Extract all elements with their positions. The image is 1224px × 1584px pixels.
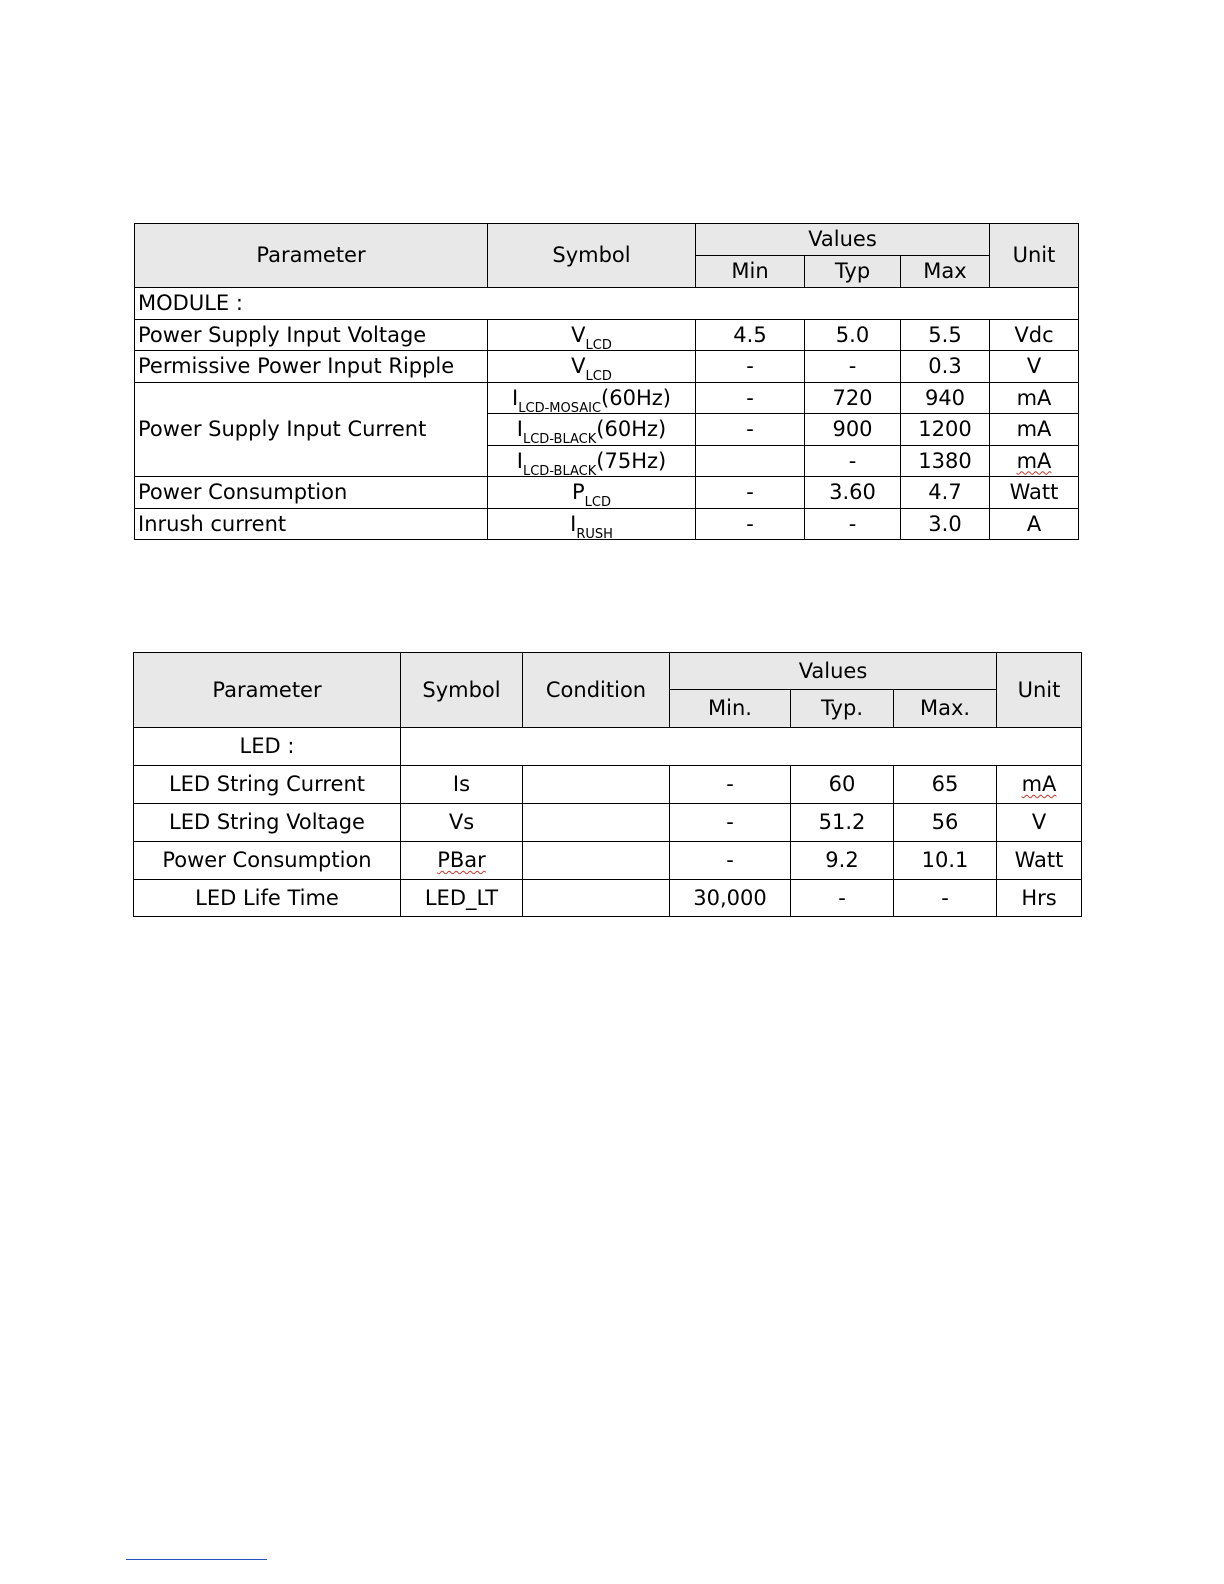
symbol-cell: Vs — [401, 804, 523, 842]
header-typ: Typ. — [791, 690, 894, 728]
header-unit: Unit — [990, 224, 1079, 288]
min-cell: 4.5 — [696, 320, 805, 351]
symbol-cell: PBar — [401, 842, 523, 880]
max-cell: 1380 — [901, 446, 990, 477]
header-values: Values — [696, 224, 990, 256]
header-max: Max — [901, 256, 990, 288]
condition-cell — [523, 880, 670, 917]
header-typ: Typ — [805, 256, 901, 288]
param-cell: Power Supply Input Voltage — [135, 320, 488, 351]
min-cell: - — [670, 766, 791, 804]
max-cell: 65 — [894, 766, 997, 804]
symbol-cell: $V_{LCD}$ — [488, 351, 696, 383]
header-values: Values — [670, 653, 997, 690]
max-cell: 56 — [894, 804, 997, 842]
min-cell: - — [670, 842, 791, 880]
header-parameter: Parameter — [135, 224, 488, 288]
param-cell: Power Consumption — [135, 477, 488, 509]
condition-cell — [523, 766, 670, 804]
header-parameter: Parameter — [134, 653, 401, 728]
param-cell: LED Life Time — [134, 880, 401, 917]
min-cell: - — [696, 383, 805, 414]
table-row — [134, 880, 1082, 917]
symbol-cell: $I_{RUSH}$ — [488, 509, 696, 540]
unit-cell: Watt — [997, 842, 1082, 880]
min-cell — [696, 446, 805, 477]
symbol-cell: $I_{LCD-BLACK}(75Hz)$ — [488, 446, 696, 477]
param-cell: Permissive Power Input Ripple — [135, 351, 488, 383]
table-row — [135, 509, 1079, 540]
symbol-cell: $I_{LCD-BLACK}(60Hz)$ — [488, 414, 696, 446]
table-row — [134, 766, 1082, 804]
min-cell: - — [670, 804, 791, 842]
typ-cell: 60 — [791, 766, 894, 804]
module-electrical-table — [134, 223, 1079, 540]
unit-cell: V — [997, 804, 1082, 842]
header-unit: Unit — [997, 653, 1082, 728]
unit-cell: mA — [990, 414, 1079, 446]
typ-cell: - — [791, 880, 894, 917]
param-cell: Power Supply Input Current — [135, 383, 488, 477]
unit-cell: Watt — [990, 477, 1079, 509]
max-cell: 5.5 — [901, 320, 990, 351]
header-condition: Condition — [523, 653, 670, 728]
max-cell: 1200 — [901, 414, 990, 446]
table-row — [135, 320, 1079, 351]
condition-cell — [523, 804, 670, 842]
typ-cell: - — [805, 509, 901, 540]
symbol-cell: LED_LT — [401, 880, 523, 917]
typ-cell: 3.60 — [805, 477, 901, 509]
typ-cell: 900 — [805, 414, 901, 446]
unit-cell: V — [990, 351, 1079, 383]
table-row — [134, 804, 1082, 842]
min-cell: - — [696, 509, 805, 540]
header-min: Min. — [670, 690, 791, 728]
max-cell: - — [894, 880, 997, 917]
header-symbol: Symbol — [488, 224, 696, 288]
min-cell: - — [696, 351, 805, 383]
unit-cell: mA — [990, 383, 1079, 414]
table-row — [135, 351, 1079, 383]
header-min: Min — [696, 256, 805, 288]
max-cell: 940 — [901, 383, 990, 414]
symbol-cell: Is — [401, 766, 523, 804]
section-label-module: MODULE : — [135, 288, 1079, 320]
typ-cell: 5.0 — [805, 320, 901, 351]
symbol-cell: $I_{LCD-MOSAIC}(60Hz)$ — [488, 383, 696, 414]
table-row — [135, 477, 1079, 509]
typ-cell: - — [805, 446, 901, 477]
header-max: Max. — [894, 690, 997, 728]
max-cell: 10.1 — [894, 842, 997, 880]
min-cell: - — [696, 477, 805, 509]
typ-cell: 9.2 — [791, 842, 894, 880]
table-row — [135, 383, 1079, 414]
table-row — [134, 842, 1082, 880]
max-cell: 4.7 — [901, 477, 990, 509]
condition-cell — [523, 842, 670, 880]
max-cell: 0.3 — [901, 351, 990, 383]
typ-cell: 720 — [805, 383, 901, 414]
section-empty-cell — [401, 728, 1082, 766]
max-cell: 3.0 — [901, 509, 990, 540]
header-symbol: Symbol — [401, 653, 523, 728]
typ-cell: - — [805, 351, 901, 383]
param-cell: Power Consumption — [134, 842, 401, 880]
min-cell: - — [696, 414, 805, 446]
unit-cell: A — [990, 509, 1079, 540]
unit-cell: Hrs — [997, 880, 1082, 917]
param-cell: Inrush current — [135, 509, 488, 540]
section-label-led: LED : — [134, 728, 401, 766]
footnote-separator — [126, 1559, 267, 1560]
unit-cell: Vdc — [990, 320, 1079, 351]
symbol-cell: $P_{LCD}$ — [488, 477, 696, 509]
param-cell: LED String Voltage — [134, 804, 401, 842]
min-cell: 30,000 — [670, 880, 791, 917]
symbol-cell: $V_{LCD}$ — [488, 320, 696, 351]
led-electrical-table — [133, 652, 1082, 917]
typ-cell: 51.2 — [791, 804, 894, 842]
unit-cell: mA — [997, 766, 1082, 804]
param-cell: LED String Current — [134, 766, 401, 804]
unit-cell: mA — [990, 446, 1079, 477]
